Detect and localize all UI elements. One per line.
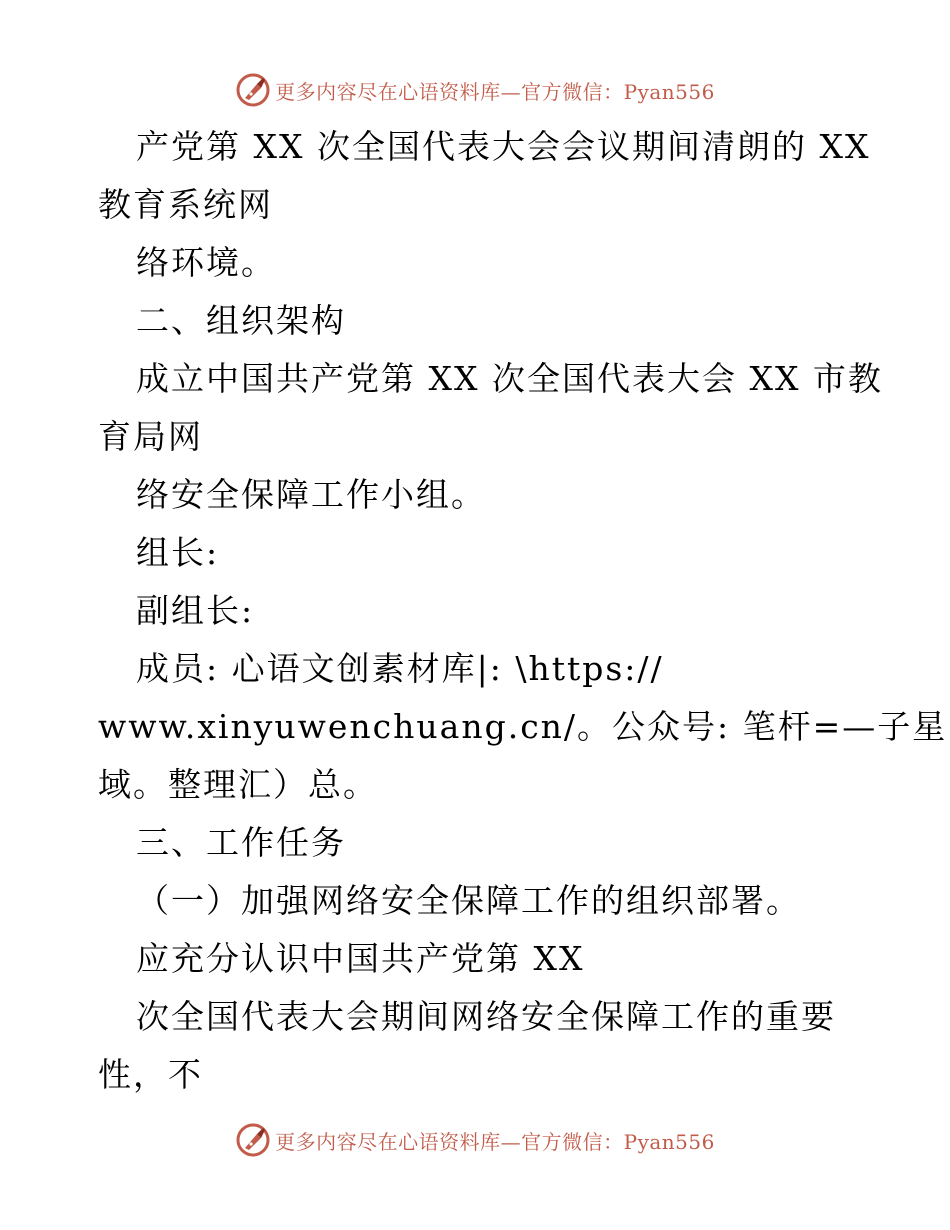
body-line: 三、工作任务 xyxy=(136,823,346,862)
body-line: 教育系统网 xyxy=(98,185,273,224)
body-line: 次全国代表大会期间网络安全保障工作的重要 xyxy=(136,997,836,1036)
body-line: 络环境。 xyxy=(136,243,276,282)
body-line: www.xinyuwenchuang.cn/。公众号: 笔杆=—子星 xyxy=(98,707,948,746)
body-line: 成立中国共产党第 XX 次全国代表大会 XX 市教 xyxy=(136,359,883,398)
header-banner-text: 更多内容尽在心语资料库—官方微信：Pyan556 xyxy=(275,79,715,104)
pen-nib-logo-icon xyxy=(235,72,271,108)
header-banner xyxy=(0,68,950,112)
body-line: 育局网 xyxy=(98,417,203,456)
footer-banner-text: 更多内容尽在心语资料库—官方微信：Pyan556 xyxy=(275,1129,715,1154)
body-line: 二、组织架构 xyxy=(136,301,346,340)
body-line: 性，不 xyxy=(98,1055,203,1094)
body-line: 副组长: xyxy=(136,591,255,630)
body-line: （一）加强网络安全保障工作的组织部署。 xyxy=(136,881,801,920)
body-line: 域。整理汇）总。 xyxy=(98,765,378,804)
body-line: 络安全保障工作小组。 xyxy=(136,475,486,514)
pen-nib-logo-icon xyxy=(235,1122,271,1158)
body-line: 组长: xyxy=(136,533,220,572)
body-line: 成员: 心语文创素材库|: \https:// xyxy=(136,649,664,688)
body-line: 产党第 XX 次全国代表大会会议期间清朗的 XX xyxy=(136,127,871,166)
footer-banner xyxy=(0,1118,950,1162)
body-line: 应充分认识中国共产党第 XX xyxy=(136,939,585,978)
